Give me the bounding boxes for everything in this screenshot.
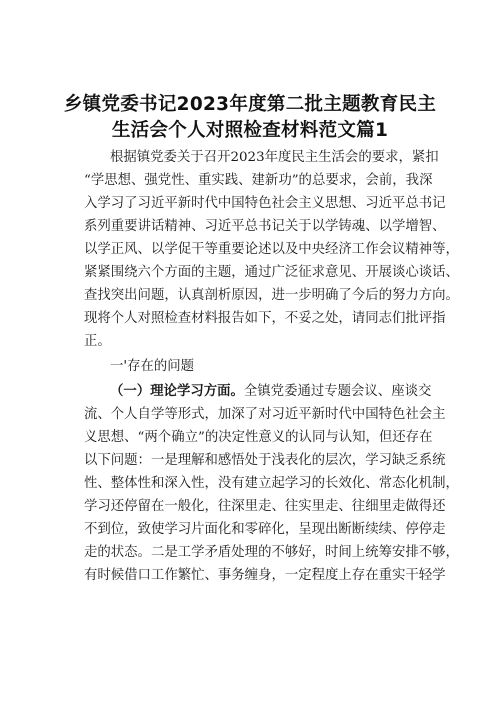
- body-line-5: 学习还停留在一般化，往深里走、往实里走、往细里走做得还: [84, 499, 446, 514]
- subsection-first-line: [110, 382, 432, 402]
- subsection-label: （一）理论学习方面。: [110, 384, 244, 399]
- body-line-8: 有时候借口工作繁忙、事务缠身，一定程度上存在重实干轻学: [84, 568, 446, 583]
- body-line-2: 义思想、“两个确立”的决定性意义的认同与认知，但还存在: [84, 430, 433, 445]
- intro-line-4: 系列重要讲话精神、习近平总书记关于以学铸魂、以学增智、: [84, 219, 446, 234]
- body-line-1: 流、个人自学等形式，加深了对习近平新时代中国特色社会主: [84, 407, 446, 422]
- body-line-4: 性、整体性和深入性，没有建立起学习的长效化、常态化机制，: [84, 476, 459, 491]
- intro-line-3: 入学习了习近平新时代中国特色社会主义思想、习近平总书记: [84, 196, 446, 211]
- body-line-7: 走的状态。二是工学矛盾处理的不够好，时间上统筹安排不够，: [84, 545, 459, 560]
- intro-line-6: 紧紧围绕六个方面的主题，通过广泛征求意见、开展谈心谈话、: [84, 265, 459, 280]
- intro-line-8: 现将个人对照检查材料报告如下，不妥之处，请同志们批评指: [84, 311, 446, 326]
- section-heading: 一'存在的问题: [110, 359, 195, 374]
- body-line-6: 不到位，致使学习片面化和零碎化，呈现出断断续续、停停走: [84, 522, 446, 537]
- body-line-3: 以下问题：一是理解和感悟处于浅表化的层次，学习缺乏系统: [84, 453, 446, 468]
- document-title-line-2: 生活会个人对照检查材料范文篇1: [111, 120, 389, 141]
- intro-line-2: “学思想、强党性、重实践、建新功”的总要求，会前，我深: [84, 173, 433, 188]
- intro-line-1: 根据镇党委关于召开2023年度民主生活会的要求，紧扣: [110, 150, 439, 165]
- intro-line-9: 正。: [84, 334, 111, 349]
- subsection-first-line-text: 全镇党委通过专题会议、座谈交: [243, 384, 432, 399]
- intro-line-5: 以学正风、以学促干等重要论述以及中央经济工作会议精神等，: [84, 242, 459, 257]
- document-title-line-1: 乡镇党委书记2023年度第二批主题教育民主: [63, 94, 437, 115]
- intro-line-7: 查找突出问题，认真剖析原因，进一步明确了今后的努力方向。: [84, 288, 459, 303]
